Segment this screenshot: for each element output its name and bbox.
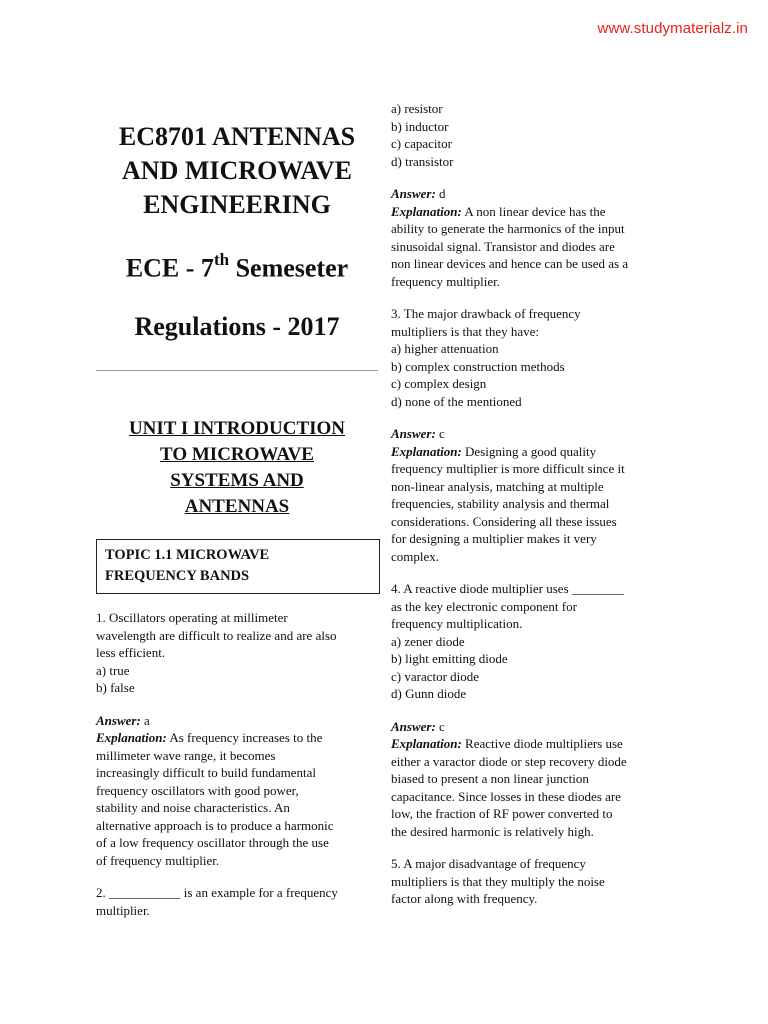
option-d: d) Gunn diode <box>391 686 467 701</box>
question-text: 1. Oscillators operating at millimeter <box>96 610 288 625</box>
explanation-text: frequency multiplier is more difficult since it <box>391 461 625 476</box>
option-a: a) true <box>96 662 130 678</box>
explanation-text: non linear devices and hence can be used as a <box>391 256 629 271</box>
explanation-text: frequencies, stability analysis and thermal <box>391 496 610 511</box>
question-text: factor along with frequency. <box>391 891 538 906</box>
question-text: 2. ___________ is an example for a frequency <box>96 885 338 900</box>
explanation-text: either a varactor diode or step recovery diode <box>391 753 627 769</box>
answer-value: c <box>435 426 445 441</box>
explanation-text: ability to generate the harmonics of the input <box>391 221 625 236</box>
explanation-text: of a low frequency oscillator through the use <box>96 835 329 850</box>
semester-prefix: ECE - 7 <box>125 253 214 283</box>
explanation-label: Explanation: <box>96 730 167 745</box>
explanation-text: complex. <box>391 548 440 564</box>
explanation-line <box>391 443 675 461</box>
answer-line <box>391 425 675 443</box>
explanation-text: biased to present a non linear junction <box>391 771 589 786</box>
explanation-label: Explanation: <box>391 736 462 751</box>
explanation-text: As frequency increases to the <box>166 730 323 745</box>
option-c: c) capacitor <box>391 136 452 151</box>
question-text: multiplier. <box>96 902 150 918</box>
divider <box>96 370 378 371</box>
explanation-text: sinusoidal signal. Transistor and diodes are <box>391 238 615 254</box>
answer-line <box>391 718 675 736</box>
option-d: d) transistor <box>391 153 454 169</box>
explanation-text: considerations. Considering all these issues <box>391 513 617 529</box>
answer-value: c <box>435 718 445 734</box>
question-text: frequency multiplication. <box>391 616 523 631</box>
option-a: a) higher attenuation <box>391 341 499 356</box>
explanation-text: stability and noise characteristics. An <box>96 800 290 815</box>
explanation-text: Designing a good quality <box>461 443 597 459</box>
explanation-label: Explanation: <box>391 443 462 459</box>
unit-heading-line: TO MICROWAVE <box>160 444 314 465</box>
course-title-line: EC8701 ANTENNAS <box>118 122 356 151</box>
unit-heading <box>96 416 378 520</box>
explanation-text: millimeter wave range, it becomes <box>96 747 276 763</box>
semester-heading <box>96 252 378 284</box>
option-b: b) false <box>96 680 135 695</box>
explanation-line <box>391 203 675 221</box>
explanation-text: A non linear device has the <box>461 203 606 219</box>
answer-line <box>96 712 378 730</box>
explanation-text: frequency multiplier. <box>391 273 501 289</box>
unit-heading-line: UNIT I INTRODUCTION <box>128 418 346 439</box>
explanation-text: the desired harmonic is relatively high. <box>391 823 594 839</box>
question-text: as the key electronic component for <box>391 598 577 614</box>
course-title-line: AND MICROWAVE <box>122 156 352 185</box>
option-a: a) resistor <box>391 101 443 116</box>
option-b: b) light emitting diode <box>391 651 508 666</box>
question-text: multipliers is that they multiply the noise <box>391 873 605 889</box>
question-text: wavelength are difficult to realize and are also <box>96 627 337 643</box>
course-title-line: ENGINEERING <box>143 190 331 219</box>
answer-label: Answer: <box>391 186 436 201</box>
explanation-text: non-linear analysis, matching at multiple <box>391 478 604 494</box>
answer-line <box>391 185 675 203</box>
topic-line: TOPIC 1.1 MICROWAVE <box>105 547 270 563</box>
explanation-text: alternative approach is to produce a harmonic <box>96 817 334 833</box>
answer-value: d <box>435 186 446 201</box>
question-text: multipliers is that they have: <box>391 323 540 339</box>
topic-line: FREQUENCY BANDS <box>105 568 250 584</box>
explanation-line <box>391 735 675 753</box>
question-1 <box>96 609 378 919</box>
explanation-text: frequency oscillators with good power, <box>96 782 299 798</box>
question-text: 4. A reactive diode multiplier uses ________ <box>391 581 624 596</box>
answer-label: Answer: <box>391 718 436 734</box>
unit-heading-line: ANTENNAS <box>184 496 290 517</box>
option-b: b) inductor <box>391 118 449 134</box>
explanation-text: for designing a multiplier makes it very <box>391 531 597 546</box>
right-column <box>391 100 675 908</box>
semester-superscript: th <box>213 250 230 269</box>
option-c: c) complex design <box>391 376 487 391</box>
option-c: c) varactor diode <box>391 668 480 684</box>
explanation-text: capacitance. Since losses in these diodes are <box>391 788 621 804</box>
answer-label: Answer: <box>391 426 436 441</box>
regulations-heading: Regulations - 2017 <box>134 312 340 341</box>
explanation-text: Reactive diode multipliers use <box>461 736 623 751</box>
site-watermark: www.studymaterialz.in <box>597 20 748 37</box>
explanation-text: increasingly difficult to build fundamental <box>96 765 316 780</box>
explanation-label: Explanation: <box>391 203 462 219</box>
explanation-text: low, the fraction of RF power converted to <box>391 806 613 821</box>
question-text: less efficient. <box>96 645 166 660</box>
option-a: a) zener diode <box>391 633 465 649</box>
explanation-line <box>96 729 378 747</box>
question-text: 5. A major disadvantage of frequency <box>391 856 586 871</box>
explanation-text: of frequency multiplier. <box>96 852 220 868</box>
option-d: d) none of the mentioned <box>391 393 522 409</box>
question-text: 3. The major drawback of frequency <box>391 306 581 321</box>
answer-value: a <box>140 712 150 728</box>
unit-heading-line: SYSTEMS AND <box>170 470 304 491</box>
course-title <box>96 120 378 222</box>
semester-suffix: Semeseter <box>229 253 349 283</box>
topic-box <box>96 539 380 594</box>
option-b: b) complex construction methods <box>391 358 565 374</box>
answer-label: Answer: <box>96 712 141 728</box>
